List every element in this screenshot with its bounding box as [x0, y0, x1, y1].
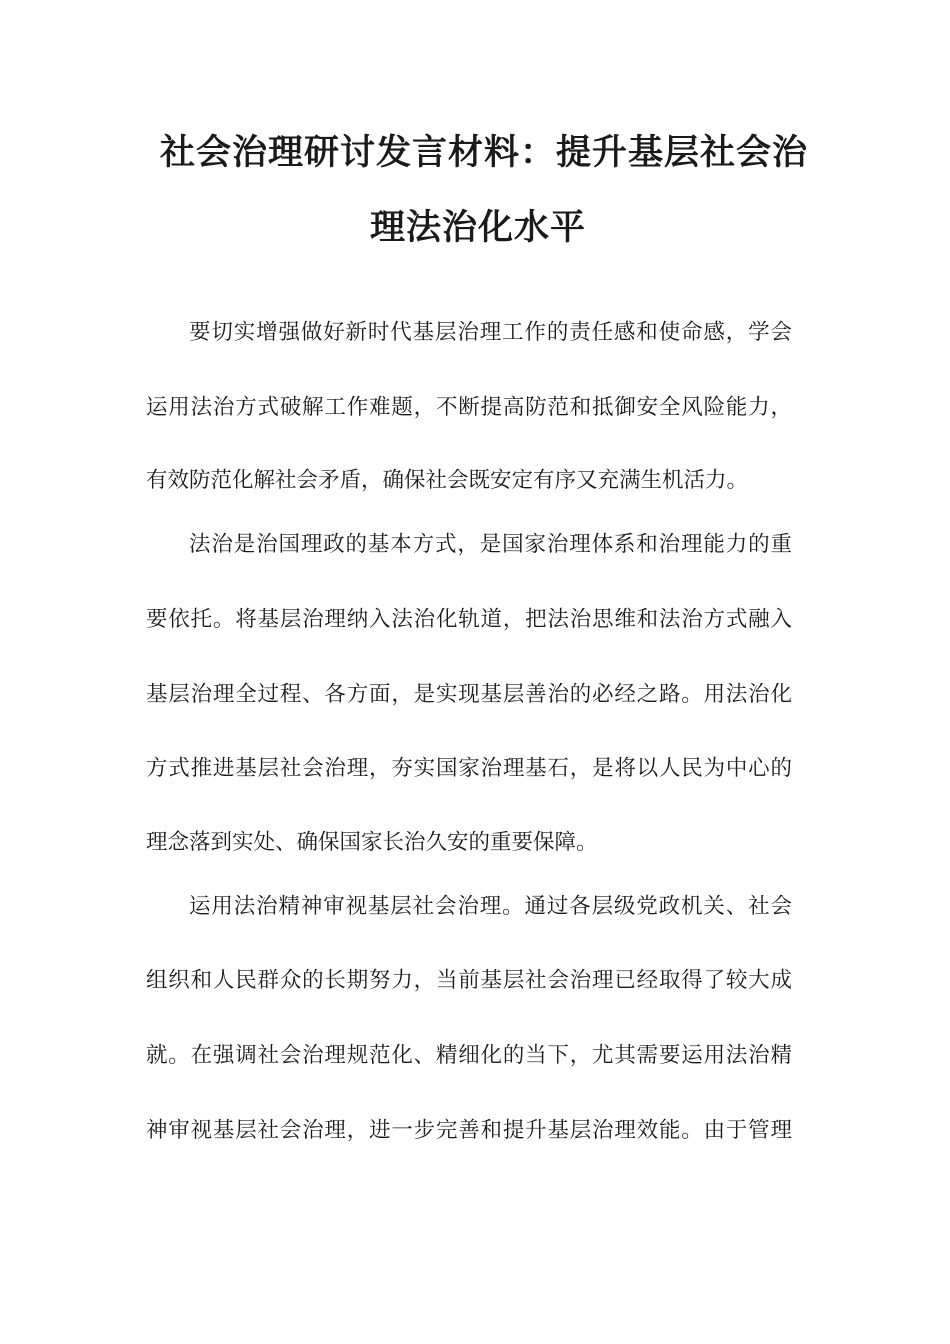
document-title-line-2: 理法治化水平 — [370, 208, 587, 248]
paragraph-2-line-1: 法治是治国理政的基本方式，是国家治理体系和治理能力的重 — [189, 532, 792, 557]
paragraph-2-line-2: 要依托。将基层治理纳入法治化轨道，把法治思维和法治方式融入 — [146, 607, 792, 632]
paragraph-1-line-1: 要切实增强做好新时代基层治理工作的责任感和使命感，学会 — [189, 320, 792, 345]
paragraph-3-line-2: 组织和人民群众的长期努力，当前基层社会治理已经取得了较大成 — [146, 968, 792, 993]
paragraph-1-line-3: 有效防范化解社会矛盾，确保社会既安定有序又充满生机活力。 — [146, 468, 749, 493]
document-title-line-1: 社会治理研讨发言材料：提升基层社会治 — [160, 133, 809, 173]
paragraph-2-line-3: 基层治理全过程、各方面，是实现基层善治的必经之路。用法治化 — [146, 682, 792, 707]
paragraph-3-line-3: 就。在强调社会治理规范化、精细化的当下，尤其需要运用法治精 — [146, 1043, 792, 1068]
paragraph-2-line-5: 理念落到实处、确保国家长治久安的重要保障。 — [146, 830, 598, 855]
paragraph-2-line-4: 方式推进基层社会治理，夯实国家治理基石，是将以人民为中心的 — [146, 756, 792, 781]
paragraph-3-line-4: 神审视基层社会治理，进一步完善和提升基层治理效能。由于管理 — [146, 1118, 792, 1143]
paragraph-1-line-2: 运用法治方式破解工作难题，不断提高防范和抵御安全风险能力， — [146, 395, 792, 420]
paragraph-3-line-1: 运用法治精神审视基层社会治理。通过各层级党政机关、社会 — [189, 894, 792, 919]
